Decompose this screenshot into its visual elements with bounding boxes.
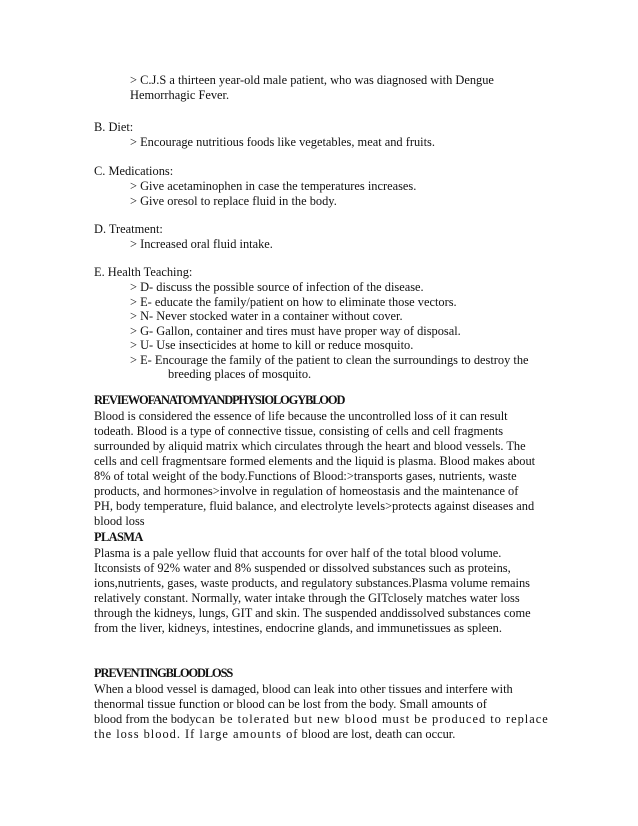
- plasma-line: Itconsists of 92% water and 8% suspended or dissolved substances such as proteins,: [94, 561, 511, 575]
- review-line: Blood is considered the essence of life because the uncontrolled loss of it can result: [94, 409, 508, 423]
- treatment-item: > Increased oral fluid intake.: [130, 237, 273, 251]
- preventing-line-part: blood from the body: [94, 712, 196, 726]
- preventing-line-part: the loss blood. If large amounts of: [94, 727, 299, 741]
- plasma-line: Plasma is a pale yellow fluid that accounts for over half of the total blood volume.: [94, 546, 502, 560]
- review-line: PH, body temperature, fluid balance, and electrolyte levels>protects against diseases and: [94, 499, 535, 513]
- health-teaching-continuation: breeding places of mosquito.: [168, 367, 312, 381]
- preventing-line: [94, 712, 549, 727]
- medications-heading: C. Medications:: [94, 164, 174, 178]
- review-line: todeath. Blood is a type of connective tissue, consisting of cells and cell fragments: [94, 424, 504, 438]
- medications-item: > Give acetaminophen in case the temperatures increases.: [130, 179, 417, 193]
- medications-item: > Give oresol to replace fluid in the body.: [130, 194, 337, 208]
- diet-heading: B. Diet:: [94, 120, 134, 134]
- preventing-line-part: blood are lost, death can occur.: [298, 727, 456, 741]
- health-teaching-item: > U- Use insecticides at home to kill or reduce mosquito.: [130, 338, 414, 352]
- health-teaching-item: > D- discuss the possible source of infection of the disease.: [130, 280, 424, 294]
- review-line: surrounded by aliquid matrix which circulates through the heart and blood vessels. The: [94, 439, 526, 453]
- review-line: 8% of total weight of the body.Functions of Blood:>transports gases, nutrients, waste: [94, 469, 517, 483]
- health-teaching-item: > G- Gallon, container and tires must have proper way of disposal.: [130, 324, 461, 338]
- preventing-line: [94, 727, 455, 742]
- review-line: blood loss: [94, 514, 145, 528]
- review-line: cells and cell fragmentsare formed elements and the liquid is plasma. Blood makes about: [94, 454, 536, 468]
- treatment-heading: D. Treatment:: [94, 222, 163, 236]
- patient-intro-line: Hemorrhagic Fever.: [130, 88, 230, 102]
- health-teaching-item: > N- Never stocked water in a container without cover.: [130, 309, 403, 323]
- diet-item: > Encourage nutritious foods like vegetables, meat and fruits.: [130, 135, 435, 149]
- plasma-line: relatively constant. Normally, water intake through the GITclosely matches water loss: [94, 591, 520, 605]
- preventing-line: thenormal tissue function or blood can be lost from the body. Small amounts of: [94, 697, 487, 711]
- health-teaching-item: > E- Encourage the family of the patient to clean the surroundings to destroy the: [130, 353, 529, 367]
- preventing-line-part: can be tolerated but new blood must be produced to replace: [195, 712, 549, 726]
- plasma-line: from the liver, kidneys, intestines, endocrine glands, and immunetissues as spleen.: [94, 621, 502, 635]
- plasma-line: through the kidneys, lungs, GIT and skin. The suspended anddissolved substances come: [94, 606, 531, 620]
- plasma-line: ions,nutrients, gases, waste products, and regulatory substances.Plasma volume remains: [94, 576, 530, 590]
- health-teaching-item: > E- educate the family/patient on how to eliminate those vectors.: [130, 295, 457, 309]
- preventing-heading: PREVENTINGBLOODLOSS: [94, 666, 233, 680]
- review-line: products, and hormones>involve in regulation of homeostasis and the maintenance of: [94, 484, 519, 498]
- preventing-line: When a blood vessel is damaged, blood can leak into other tissues and interfere with: [94, 682, 513, 696]
- plasma-heading: PLASMA: [94, 530, 143, 544]
- review-heading: REVIEWOFANATOMYANDPHYSIOLOGYBLOOD: [94, 393, 345, 407]
- health-teaching-heading: E. Health Teaching:: [94, 265, 193, 279]
- patient-intro-line: > C.J.S a thirteen year-old male patient, who was diagnosed with Dengue: [130, 73, 494, 87]
